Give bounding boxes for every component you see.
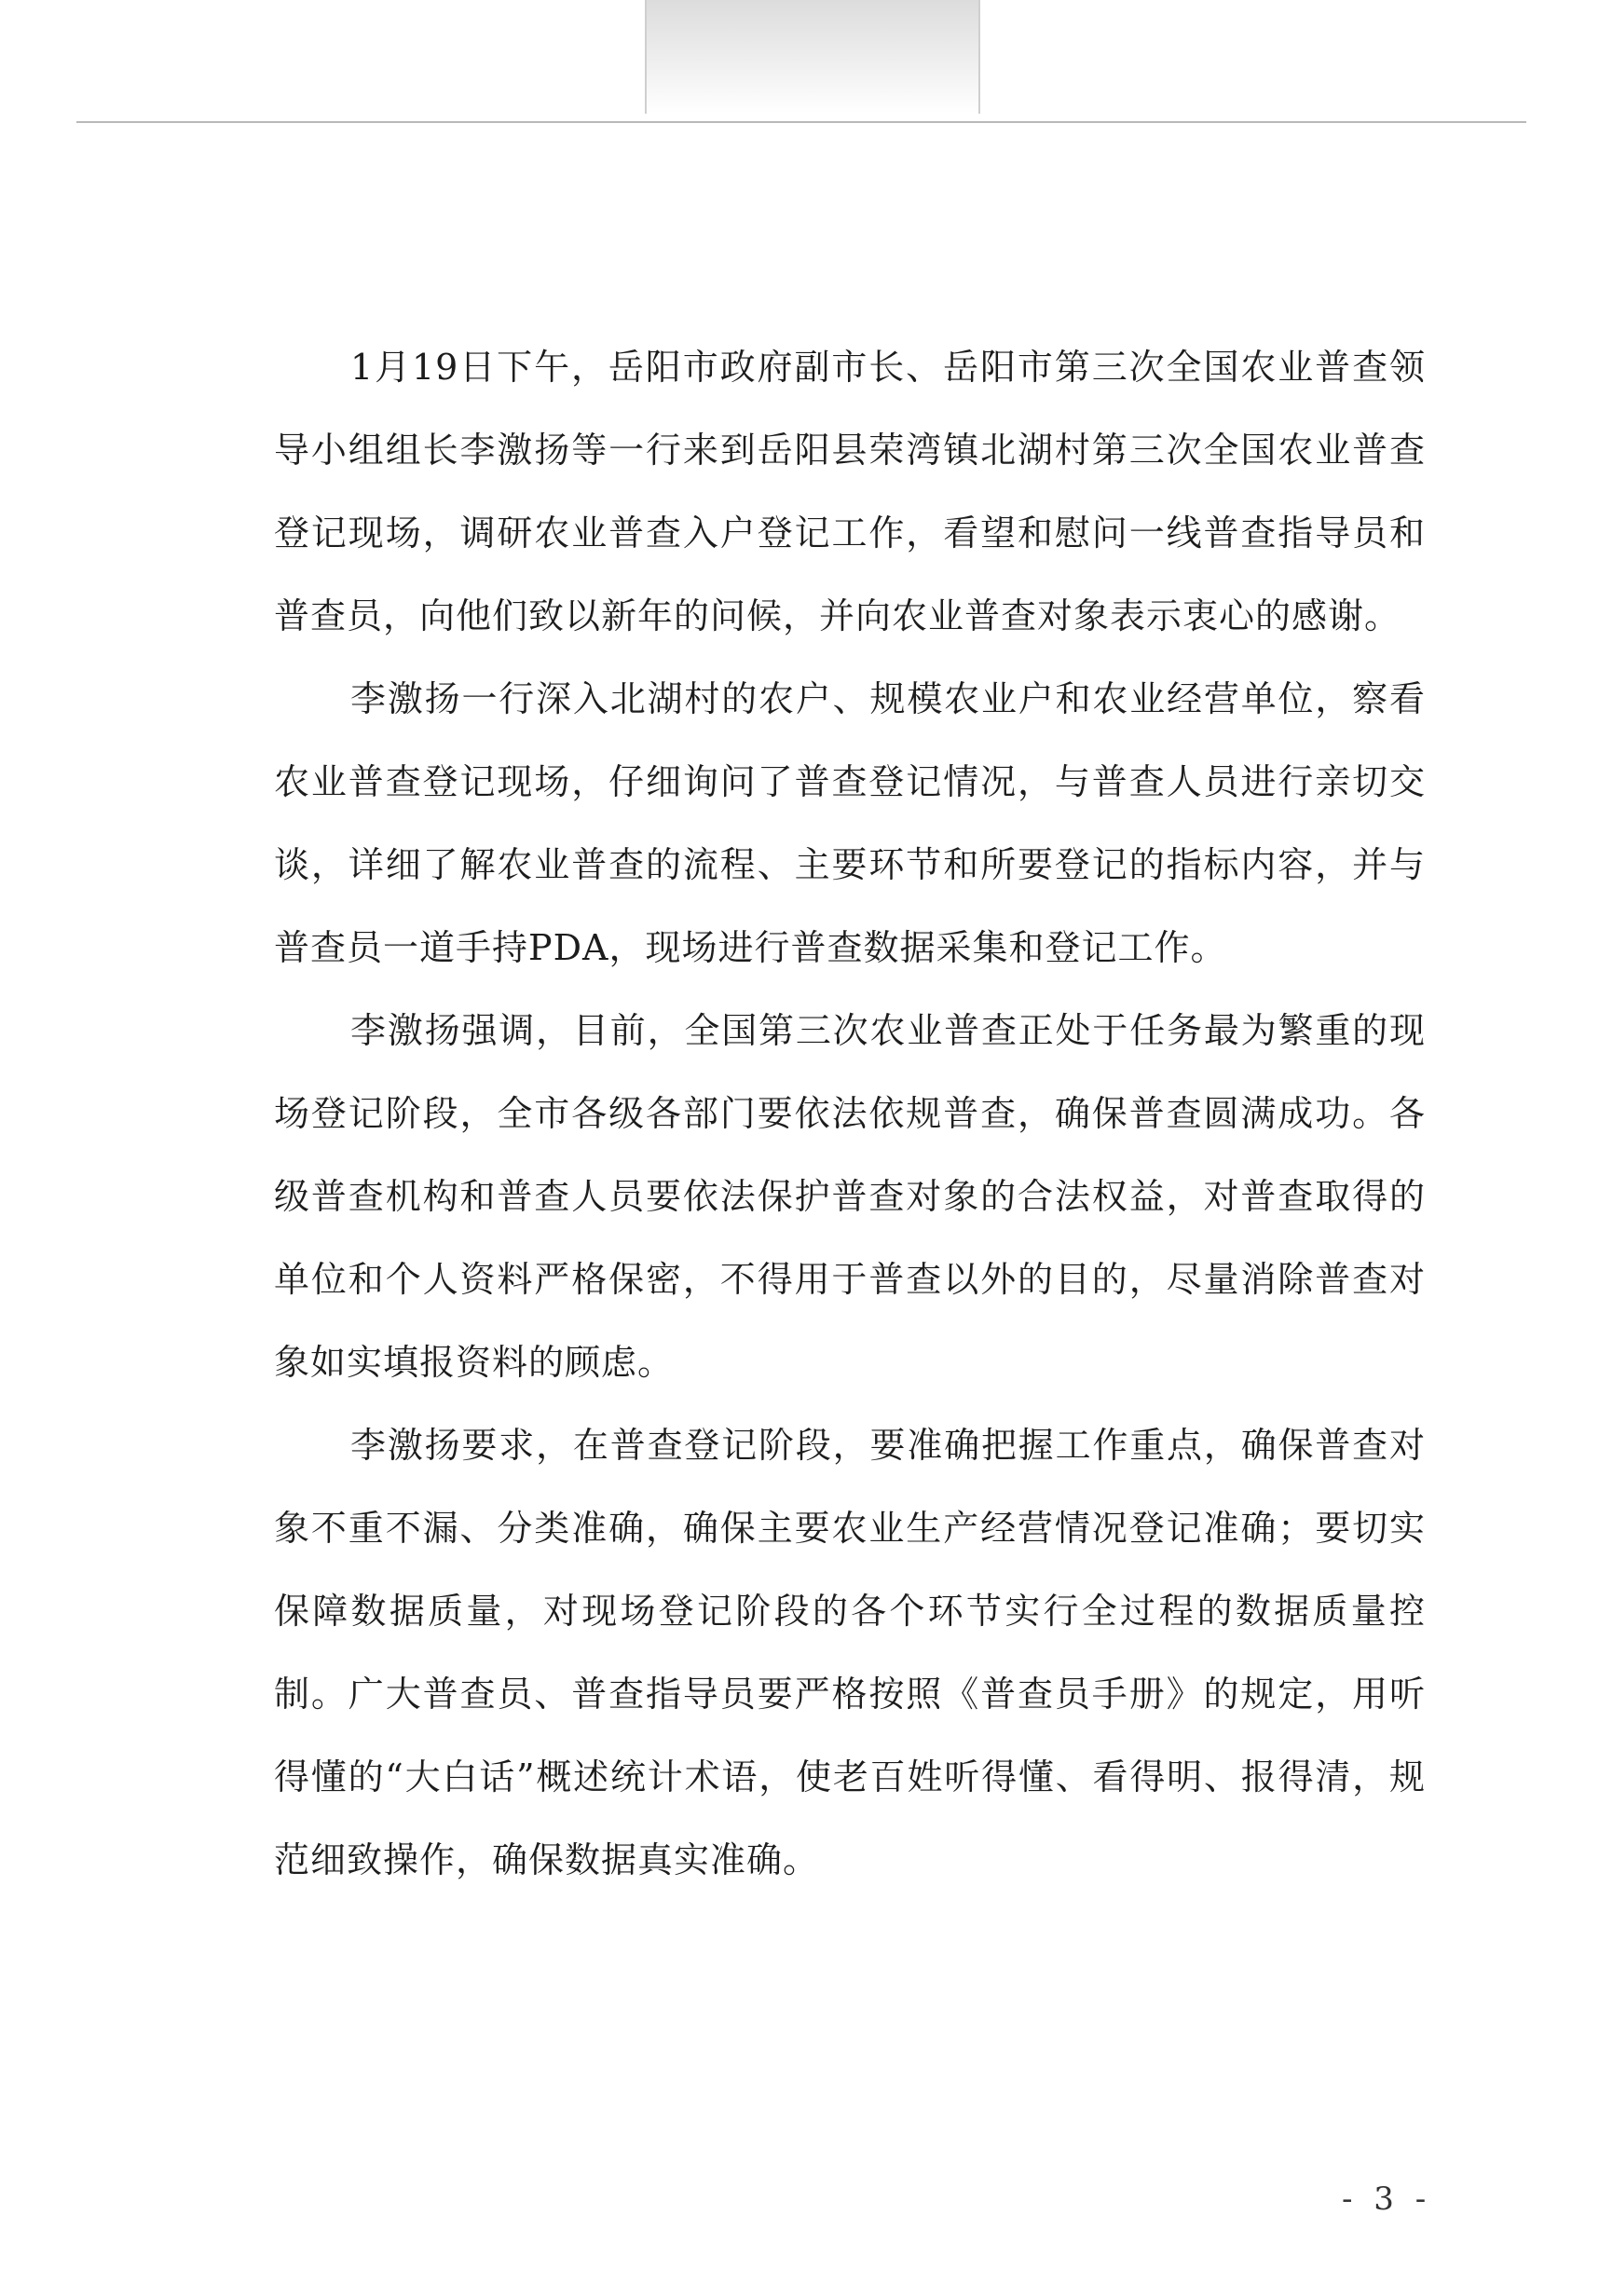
page-number: - 3 -	[1342, 2180, 1432, 2218]
paragraph-3: 李激扬强调，目前，全国第三次农业普查正处于任务最为繁重的现场登记阶段，全市各级各部门要依法依规普查，确保普查圆满成功。各级普查机构和普查人员要依法保护普查对象的合法权益，对普查取得的单位和个人资料严格保密，不得用于普查以外的目的，尽量消除普查对象如实填报资料的顾虑。	[274, 1010, 1426, 1383]
scan-binder-tab	[645, 0, 980, 114]
paragraph-4: 李激扬要求，在普查登记阶段，要准确把握工作重点，确保普查对象不重不漏、分类准确，确保主要农业生产经营情况登记准确；要切实保障数据质量，对现场登记阶段的各个环节实行全过程的数据质量控制。广大普查员、普查指导员要严格按照《普查员手册》的规定，用听得懂的“大白话”概述统计术语，使老百姓听得懂、看得明、报得清，规范细致操作，确保数据真实准确。	[274, 1425, 1426, 1880]
document-body	[274, 326, 1426, 1902]
header-rule	[76, 121, 1526, 123]
paragraph-2: 李激扬一行深入北湖村的农户、规模农业户和农业经营单位，察看农业普查登记现场，仔细询问了普查登记情况，与普查人员进行亲切交谈，详细了解农业普查的流程、主要环节和所要登记的指标内容，并与普查员一道手持PDA，现场进行普查数据采集和登记工作。	[274, 678, 1426, 968]
paragraph-1: 1月19日下午，岳阳市政府副市长、岳阳市第三次全国农业普查领导小组组长李激扬等一行来到岳阳县荣湾镇北湖村第三次全国农业普查登记现场，调研农业普查入户登记工作，看望和慰问一线普查指导员和普查员，向他们致以新年的问候，并向农业普查对象表示衷心的感谢。	[274, 347, 1426, 636]
